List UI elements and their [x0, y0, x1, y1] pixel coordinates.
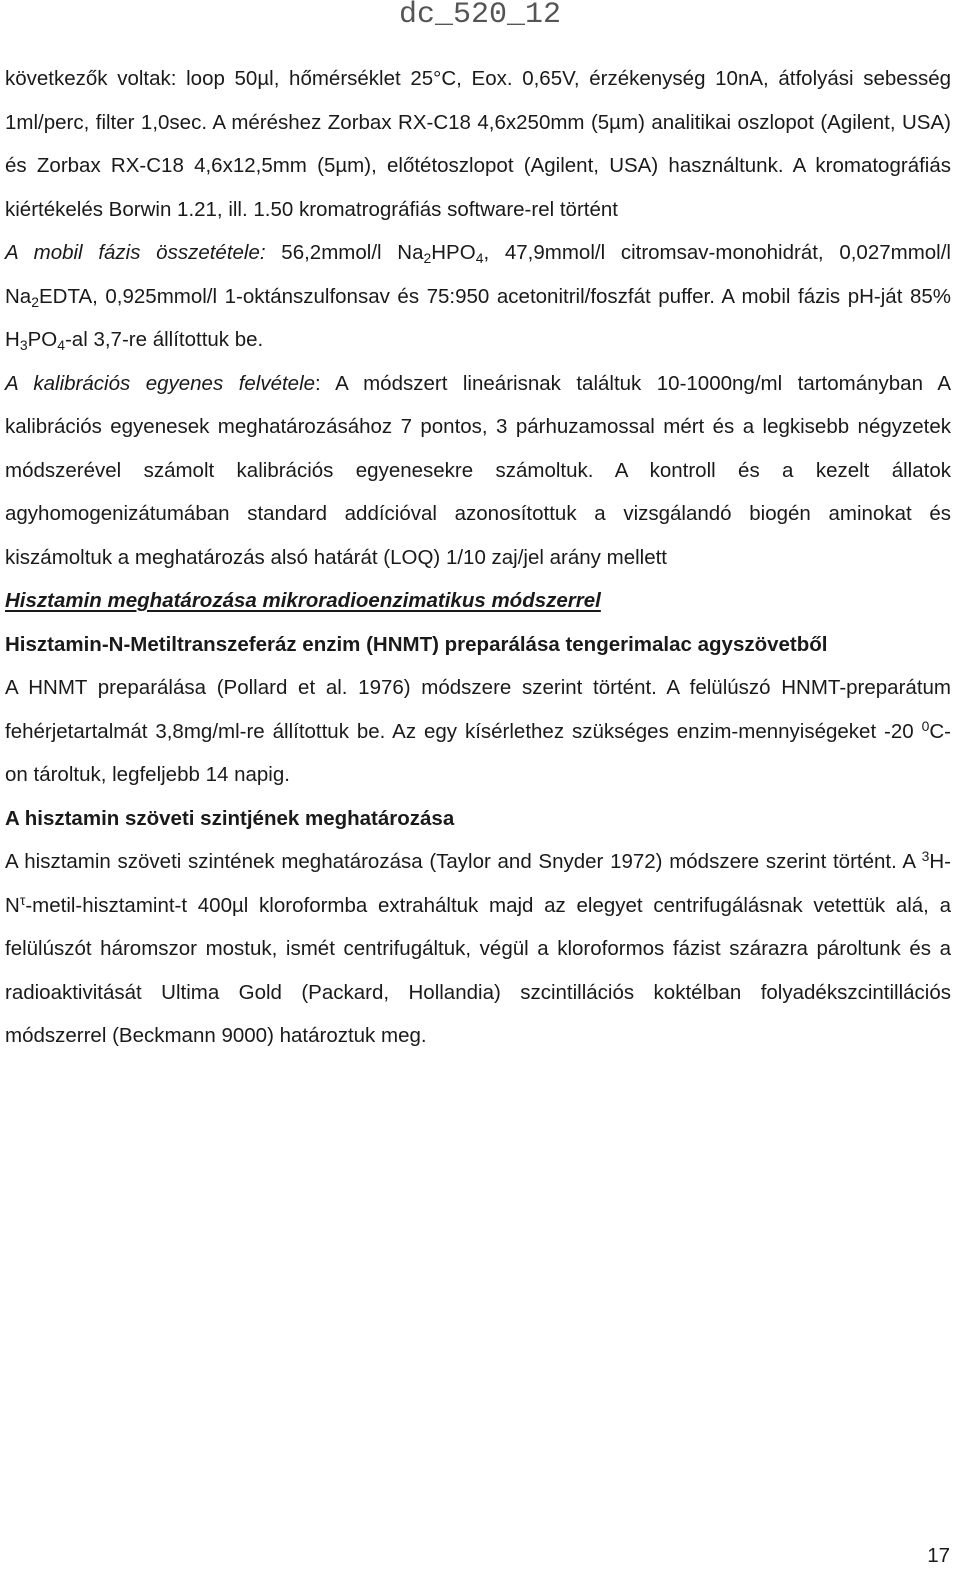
section-heading-histamine: Hisztamin meghatározása mikroradioenzimatikus módszerrel: [5, 589, 601, 612]
paragraph-mobile-phase: A mobil fázis összetétele: 56,2mmol/l $Na_2HPO_4$, 47,9mmol/l citromsav-monohidrát, 0,027mmol/l $Na_2EDTA$, 0,925mmol/l 1-oktánszulfonsav és 75:950 acetonitril/foszfát puffer. A mobil fázis pH-ját 85% $H_3PO_4-al$ 3,7-re állítottuk be.: [5, 241, 951, 353]
paragraph-hnmt-preparation: A HNMT preparálása (Pollard et al. 1976) módszere szerint történt. A felülúszó HNMT-preparátum fehérjetartalmát 3,8mg/ml-re állítottuk be. Az egy kísérlethez szükséges enzim-mennyiségeket -20 $^0$C-on tároltuk, legfeljebb 14 napig.: [5, 676, 951, 786]
page-number: 17: [927, 1544, 950, 1567]
paragraph-hplc-conditions: következők voltak: loop 50µl, hőmérséklet 25°C, Eox. 0,65V, érzékenység 10nA, átfolyási sebesség 1ml/perc, filter 1,0sec. A méréshez Zorbax RX-C18 4,6x250mm (5µm) analitikai oszlopot (Agilent, USA) és Zorbax RX-C18 4,6x12,5mm (5µm), előtétoszlopot (Agilent, USA) használtunk. A kromatográfiás kiértékelés Borwin 1.21, ill. 1.50 kromatrográfiás software-rel történt: [5, 67, 951, 221]
calibration-label: A kalibrációs egyenes felvétele: [5, 371, 316, 395]
paragraph-calibration: A kalibrációs egyenes felvétele: A módszert lineárisnak találtuk 10-1000ng/ml tartományban A kalibrációs egyenesek meghatározásához 7 pontos, 3 párhuzamossal mért és a legkisebb négyzetek módszerével számolt kalibrációs egyenesekre számoltuk. A kontroll és a kezelt állatok agyhomogenizátumában standard addícióval azonosítottuk a vizsgálandó biogén aminokat és kiszámoltuk a meghatározás alsó határát (LOQ) 1/10 zaj/jel arány mellett: [5, 371, 951, 569]
document-header: dc_520_12: [398, 0, 562, 32]
mobile-phase-label: A mobil fázis összetétele:: [5, 241, 266, 264]
subsection-heading-tissue-level: A hisztamin szöveti szintjének meghatározása: [5, 806, 455, 830]
subsection-heading-hnmt: Hisztamin-N-Metiltranszeferáz enzim (HNMT) preparálása tengerimalac agyszövetből: [5, 632, 828, 656]
paragraph-tissue-level-method: A hisztamin szöveti szintének meghatározása (Taylor and Snyder 1972) módszere szerint történt. A $^3H-N^\tau-metil-hisztamint-t$ 400µl kloroformba extraháltuk majd az elegyet centrifugálásnak vetettük alá, a felülúszót háromszor mostuk, ismét centrifugáltuk, végül a kloroformos fázist szárazra pároltunk és a radioaktivitását Ultima Gold (Packard, Hollandia) szcintillációs koktélban folyadékszcintillációs módszerrel (Beckmann 9000) határoztuk meg.: [5, 848, 951, 1047]
document-body: [5, 57, 951, 1058]
